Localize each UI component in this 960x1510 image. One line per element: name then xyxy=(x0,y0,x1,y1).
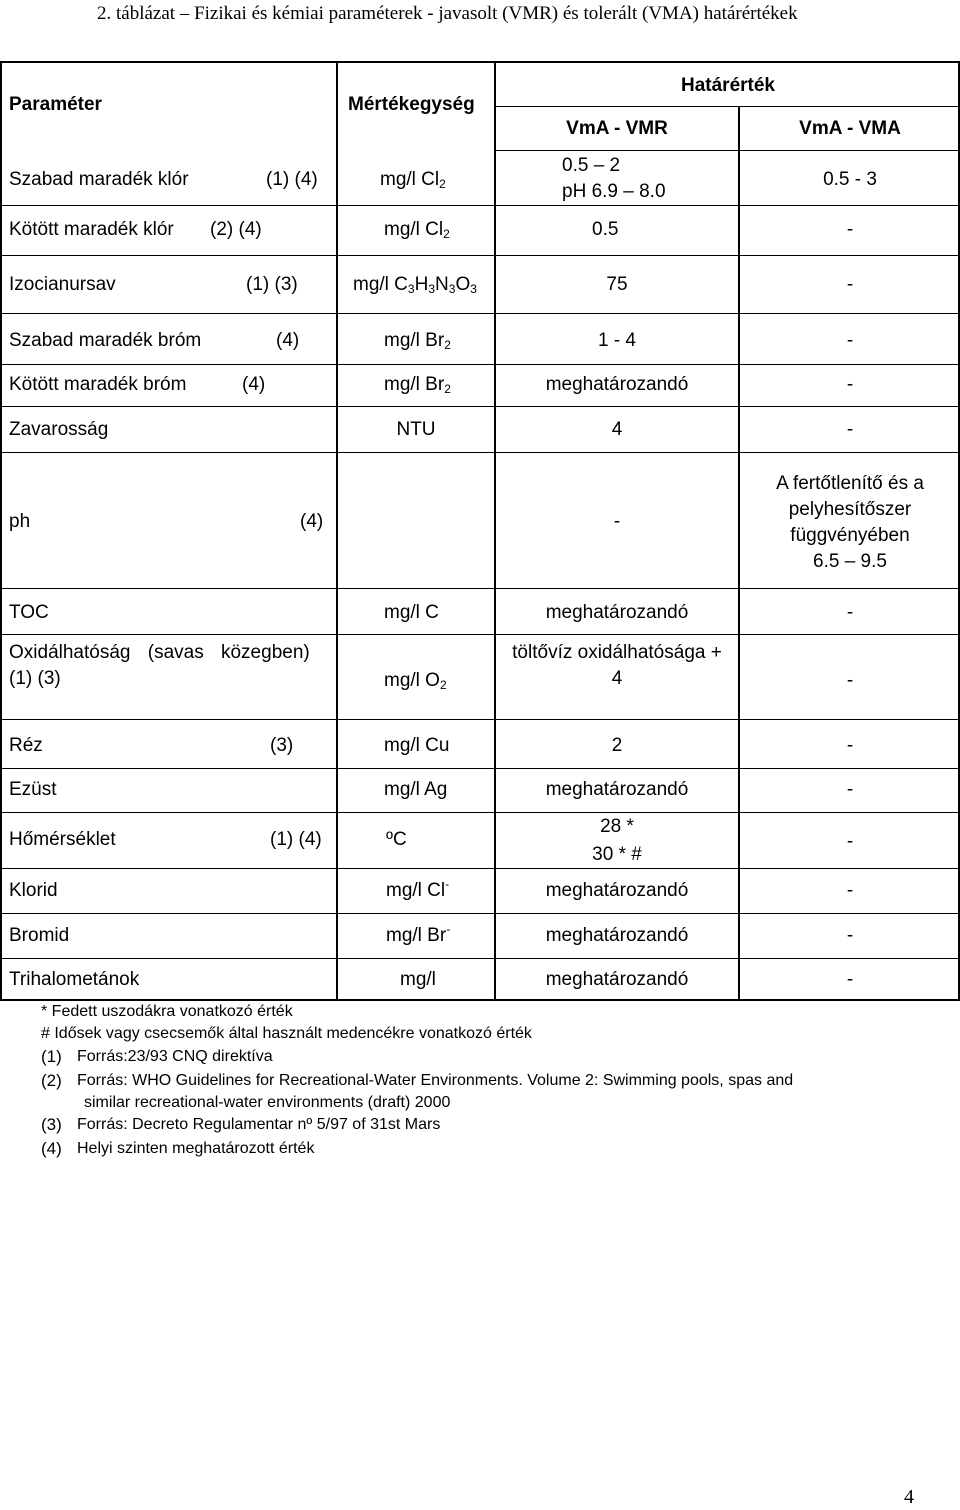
vmr-value: meghatározandó xyxy=(545,969,689,990)
param-name: TOC xyxy=(9,602,49,623)
vmr-value: meghatározandó xyxy=(545,779,689,800)
row-divider xyxy=(0,812,960,813)
param-name: Zavarosság xyxy=(9,419,109,440)
footnote-2-cont: similar recreational-water environments (draft) 2000 xyxy=(84,1094,451,1111)
vmr-value: 0.5 xyxy=(592,219,619,240)
vma-value: - xyxy=(846,274,854,295)
vma-note: A fertőtlenítő és a pelyhesítőszer függvényében 6.5 – 9.5 xyxy=(776,473,924,572)
vma-value: - xyxy=(846,925,854,946)
param-name: Oxidálhatóság (savas közegben) xyxy=(9,642,310,663)
footnote-hash: # Idősek vagy csecsemők által használt medencékre vonatkozó érték xyxy=(41,1025,532,1042)
vma-value: - xyxy=(846,779,854,800)
column-divider xyxy=(336,61,338,999)
vma-value: - xyxy=(846,330,854,351)
param-unit: mg/l $Br_2$ xyxy=(384,374,451,396)
header-vmr: VmA - VMR xyxy=(566,118,668,139)
row-divider xyxy=(0,313,960,314)
vmr-value: 28 * xyxy=(600,816,634,837)
param-unit: mg/l $C_3H_3N_3O_3$ xyxy=(353,274,477,296)
vmr-value: pH 6.9 – 8.0 xyxy=(562,181,666,202)
param-unit: mg/l xyxy=(400,969,436,990)
header-limit: Határérték xyxy=(681,75,775,96)
vmr-value: töltővíz oxidálhatósága + xyxy=(512,642,722,663)
param-unit: mg/l Cl- xyxy=(386,877,450,901)
vmr-value: meghatározandó xyxy=(545,925,689,946)
page-number: 4 xyxy=(904,1486,914,1508)
row-divider xyxy=(0,913,960,914)
row-divider xyxy=(0,205,960,206)
row-divider xyxy=(0,768,960,769)
param-name: Szabad maradék klór xyxy=(9,169,189,190)
footnote-2: Forrás: WHO Guidelines for Recreational-Water Environments. Volume 2: Swimming pools, spas and xyxy=(77,1072,794,1089)
vmr-value: 75 xyxy=(606,274,628,295)
param-ref: (1) (3) xyxy=(9,668,61,689)
row-divider xyxy=(0,868,960,869)
param-unit: mg/l Br- xyxy=(386,922,451,946)
footnote-star: * Fedett uszodákra vonatkozó érték xyxy=(41,1003,293,1020)
vmr-value: meghatározandó xyxy=(545,602,689,623)
param-ref: (1) (3) xyxy=(246,274,298,295)
vma-value: - xyxy=(846,419,854,440)
footnote-2-label: (2) xyxy=(41,1071,62,1090)
param-unit: NTU xyxy=(396,419,436,440)
vmr-value: 4 xyxy=(611,419,623,440)
param-ref: (4) xyxy=(300,511,324,532)
row-divider xyxy=(0,634,960,635)
vma-value: - xyxy=(846,969,854,990)
footnote-1-label: (1) xyxy=(41,1047,62,1066)
param-name: Réz xyxy=(9,735,43,756)
param-unit: mg/l $Cl_2$ xyxy=(384,219,450,241)
param-name: Hőmérséklet xyxy=(9,829,116,850)
row-divider xyxy=(0,452,960,453)
param-name: Trihalometánok xyxy=(9,969,140,990)
param-unit: mg/l $Cl_2$ xyxy=(380,169,446,191)
row-divider xyxy=(494,106,960,107)
vmr-value: 1 - 4 xyxy=(597,330,637,351)
vmr-value: meghatározandó xyxy=(545,374,689,395)
param-ref: (2) (4) xyxy=(210,219,262,240)
header-unit: Mértékegység xyxy=(348,94,475,115)
row-divider xyxy=(0,588,960,589)
param-unit: mg/l Cu xyxy=(384,735,450,756)
header-parameter: Paraméter xyxy=(9,94,102,115)
row-divider xyxy=(0,364,960,365)
page-title: 2. táblázat – Fizikai és kémiai paraméterek - javasolt (VMR) és tolerált (VMA) határértékek xyxy=(97,3,798,24)
row-divider xyxy=(0,255,960,256)
param-name: Bromid xyxy=(9,925,70,946)
table-border-top xyxy=(0,61,960,63)
footnote-3-label: (3) xyxy=(41,1115,62,1134)
vma-value: - xyxy=(846,602,854,623)
vma-value: - xyxy=(846,219,854,240)
footnote-1: Forrás:23/93 CNQ direktíva xyxy=(77,1048,273,1065)
vmr-value: 30 * # xyxy=(592,844,642,865)
param-unit: ºC xyxy=(386,829,407,850)
param-ref: (1) (4) xyxy=(266,169,318,190)
row-divider xyxy=(0,719,960,720)
param-name: Klorid xyxy=(9,880,58,901)
param-name: ph xyxy=(9,511,31,532)
vma-value: - xyxy=(846,880,854,901)
param-ref: (4) xyxy=(242,374,266,395)
vmr-value: 0.5 – 2 xyxy=(562,155,621,176)
row-divider xyxy=(0,406,960,407)
param-name: Szabad maradék bróm xyxy=(9,330,202,351)
param-unit: mg/l C xyxy=(384,602,439,623)
vma-value: - xyxy=(846,374,854,395)
param-name: Kötött maradék klór xyxy=(9,219,174,240)
vma-value: 0.5 - 3 xyxy=(823,169,877,190)
param-name: Izocianursav xyxy=(9,274,116,295)
footnote-4-label: (4) xyxy=(41,1139,62,1158)
vmr-value: 4 xyxy=(611,668,623,689)
param-name: Ezüst xyxy=(9,779,57,800)
param-unit: mg/l Ag xyxy=(384,779,448,800)
vma-value: - xyxy=(846,831,854,852)
table-border-bottom xyxy=(0,999,960,1001)
param-unit: mg/l $O_2$ xyxy=(384,670,447,692)
row-divider xyxy=(0,958,960,959)
vma-value: - xyxy=(846,735,854,756)
param-ref: (3) xyxy=(270,735,294,756)
param-ref: (1) (4) xyxy=(270,829,322,850)
vma-value: - xyxy=(846,670,854,691)
vmr-value: 2 xyxy=(611,735,623,756)
footnote-3: Forrás: Decreto Regulamentar nº 5/97 of 31st Mars xyxy=(77,1116,441,1133)
param-name: Kötött maradék bróm xyxy=(9,374,187,395)
param-ref: (4) xyxy=(276,330,300,351)
header-vma: VmA - VMA xyxy=(799,118,901,139)
param-unit: mg/l $Br_2$ xyxy=(384,330,451,352)
footnote-4: Helyi szinten meghatározott érték xyxy=(77,1140,315,1157)
table-border-left xyxy=(0,61,2,1001)
vmr-value: meghatározandó xyxy=(545,880,689,901)
row-divider xyxy=(494,150,960,151)
vmr-value: - xyxy=(613,511,621,532)
